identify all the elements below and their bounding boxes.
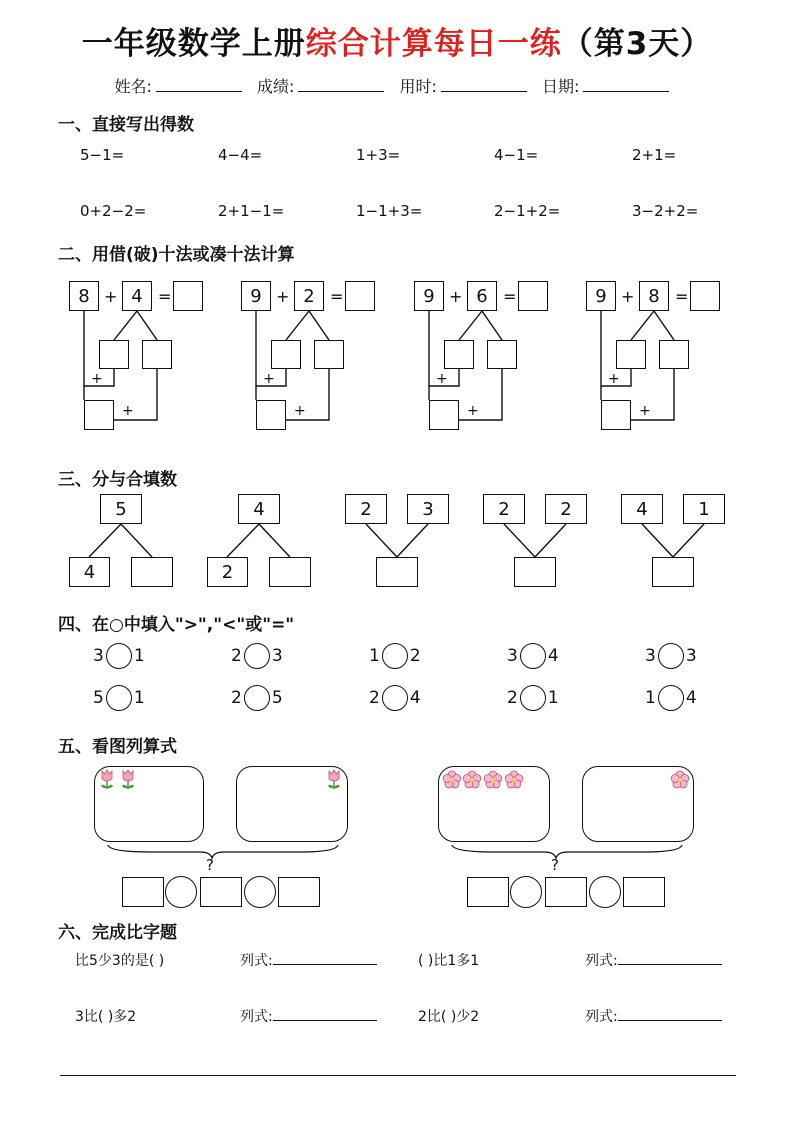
s2-p2-plus2: +	[263, 371, 275, 387]
s6-formula-1	[240, 950, 377, 970]
section3-heading: 三、分与合填数	[58, 470, 177, 490]
section2-heading: 二、用借(破)十法或凑十法计算	[58, 245, 295, 265]
s5-left-box-3[interactable]	[278, 877, 320, 907]
section1-heading: 一、直接写出得数	[58, 115, 194, 135]
s2-p1-eq: =	[158, 287, 172, 306]
s2-p3-b: 6	[467, 281, 497, 311]
s5-right-box-1[interactable]	[467, 877, 509, 907]
blossom-icon	[463, 771, 481, 788]
s2-p4-eq: =	[675, 287, 689, 306]
formula-label: 列式:	[240, 1009, 273, 1025]
s5-right-box-2[interactable]	[545, 877, 587, 907]
s5-left-op-1[interactable]	[165, 876, 197, 908]
time-label: 用时:	[399, 77, 437, 96]
s5-left-box-2[interactable]	[200, 877, 242, 907]
s1-q5: 2+1=	[632, 146, 677, 164]
s2-p4-plus: +	[621, 287, 635, 306]
s4-num: 4	[409, 688, 421, 708]
title-part-red: 综合计算每日一练	[305, 26, 562, 62]
s5-left-question: ?	[206, 856, 214, 874]
score-label: 成绩:	[257, 77, 295, 96]
section6-heading: 六、完成比字题	[58, 923, 177, 943]
s3-1-left: 4	[69, 557, 110, 587]
formula-label: 列式:	[240, 953, 273, 969]
s6-formula-4	[585, 1006, 722, 1026]
s4-num: 2	[231, 646, 242, 666]
s4-num: 4	[547, 646, 559, 666]
s2-p4-plus2: +	[608, 371, 620, 387]
s2-p3-plus: +	[449, 287, 463, 306]
s1-q9: 2−1+2=	[494, 202, 561, 220]
s4-num: 1	[133, 688, 145, 708]
tulip-icon	[328, 770, 340, 789]
tulip-icon	[101, 770, 113, 789]
s2-p4-plus3: +	[639, 403, 651, 419]
s3-2-left: 2	[207, 557, 248, 587]
formula-blank[interactable]	[273, 953, 377, 965]
formula-blank[interactable]	[618, 1009, 722, 1021]
s5-right-op-1[interactable]	[510, 876, 542, 908]
name-label: 姓名:	[114, 77, 152, 96]
s2-p1-plus3: +	[122, 403, 134, 419]
s2-p2-b: 2	[294, 281, 324, 311]
section5-heading: 五、看图列算式	[58, 737, 177, 757]
s6-formula-2	[585, 950, 722, 970]
s2-p2-a: 9	[241, 281, 271, 311]
blossom-icon	[443, 771, 461, 788]
s1-q10: 3−2+2=	[632, 202, 699, 220]
s6-q2: ( )比1多1	[418, 953, 480, 969]
tulip-icon	[122, 770, 134, 789]
date-label: 日期:	[542, 77, 580, 96]
s4-num: 1	[369, 646, 380, 666]
s2-p1-plus2: +	[91, 371, 103, 387]
s2-p2-eq: =	[330, 287, 344, 306]
formula-label: 列式:	[585, 953, 618, 969]
s2-p3-a: 9	[414, 281, 444, 311]
s2-p3-plus3: +	[467, 403, 479, 419]
s4-num: 2	[369, 688, 380, 708]
s4-num: 3	[93, 646, 104, 666]
s3-4-left-top: 2	[483, 494, 525, 524]
s4-num: 1	[645, 688, 656, 708]
blossom-icon	[484, 771, 502, 788]
s1-q6: 0+2−2=	[80, 202, 147, 220]
s3-3-left-top: 2	[345, 494, 387, 524]
s4-num: 2	[231, 688, 242, 708]
blossom-icon	[671, 771, 689, 788]
s3-3-right-top: 3	[407, 494, 449, 524]
s2-p3-eq: =	[503, 287, 517, 306]
s1-q3: 1+3=	[356, 146, 401, 164]
s1-q4: 4−1=	[494, 146, 539, 164]
s5-right-op-2[interactable]	[589, 876, 621, 908]
s4-num: 2	[507, 688, 518, 708]
s5-right-box-3[interactable]	[623, 877, 665, 907]
s6-q3: 3比( )多2	[75, 1009, 137, 1025]
s2-p2-plus3: +	[294, 403, 306, 419]
s6-q4: 2比( )少2	[418, 1009, 480, 1025]
s5-left-box-1[interactable]	[122, 877, 164, 907]
s2-p2-plus: +	[276, 287, 290, 306]
s4-num: 5	[271, 688, 283, 708]
s2-p4-a: 9	[586, 281, 616, 311]
footer-divider	[60, 1075, 736, 1076]
s2-p1-b: 4	[122, 281, 152, 311]
s5-left-op-2[interactable]	[244, 876, 276, 908]
s6-q1: 比5少3的是( )	[75, 953, 165, 969]
s2-p1-plus: +	[104, 287, 118, 306]
s4-num: 3	[645, 646, 656, 666]
s1-q1: 5−1=	[80, 146, 125, 164]
s1-q7: 2+1−1=	[218, 202, 285, 220]
s4-num: 3	[271, 646, 283, 666]
s4-num: 1	[547, 688, 559, 708]
s4-num: 3	[507, 646, 518, 666]
s6-formula-3	[240, 1006, 377, 1026]
s1-q2: 4−4=	[218, 146, 263, 164]
formula-blank[interactable]	[273, 1009, 377, 1021]
s3-1-top: 5	[100, 494, 142, 524]
title-part-1: 一年级数学上册	[81, 26, 306, 62]
s3-5-right-top: 1	[683, 494, 725, 524]
formula-label: 列式:	[585, 1009, 618, 1025]
title-part-2: （第3天）	[561, 26, 713, 62]
s4-num: 5	[93, 688, 104, 708]
s2-p1-a: 8	[69, 281, 99, 311]
s3-2-top: 4	[238, 494, 280, 524]
s2-p4-b: 8	[639, 281, 669, 311]
s2-p3-plus2: +	[436, 371, 448, 387]
s4-num: 3	[685, 646, 697, 666]
s1-q8: 1−1+3=	[356, 202, 423, 220]
blossom-icon	[505, 771, 523, 788]
s5-right-question: ?	[551, 856, 559, 874]
s4-num: 4	[685, 688, 697, 708]
s3-4-right-top: 2	[545, 494, 587, 524]
s4-num: 1	[133, 646, 145, 666]
section4-heading: 四、在○中填入">","<"或"="	[58, 615, 295, 635]
s4-num: 2	[409, 646, 421, 666]
s3-5-left-top: 4	[621, 494, 663, 524]
formula-blank[interactable]	[618, 953, 722, 965]
